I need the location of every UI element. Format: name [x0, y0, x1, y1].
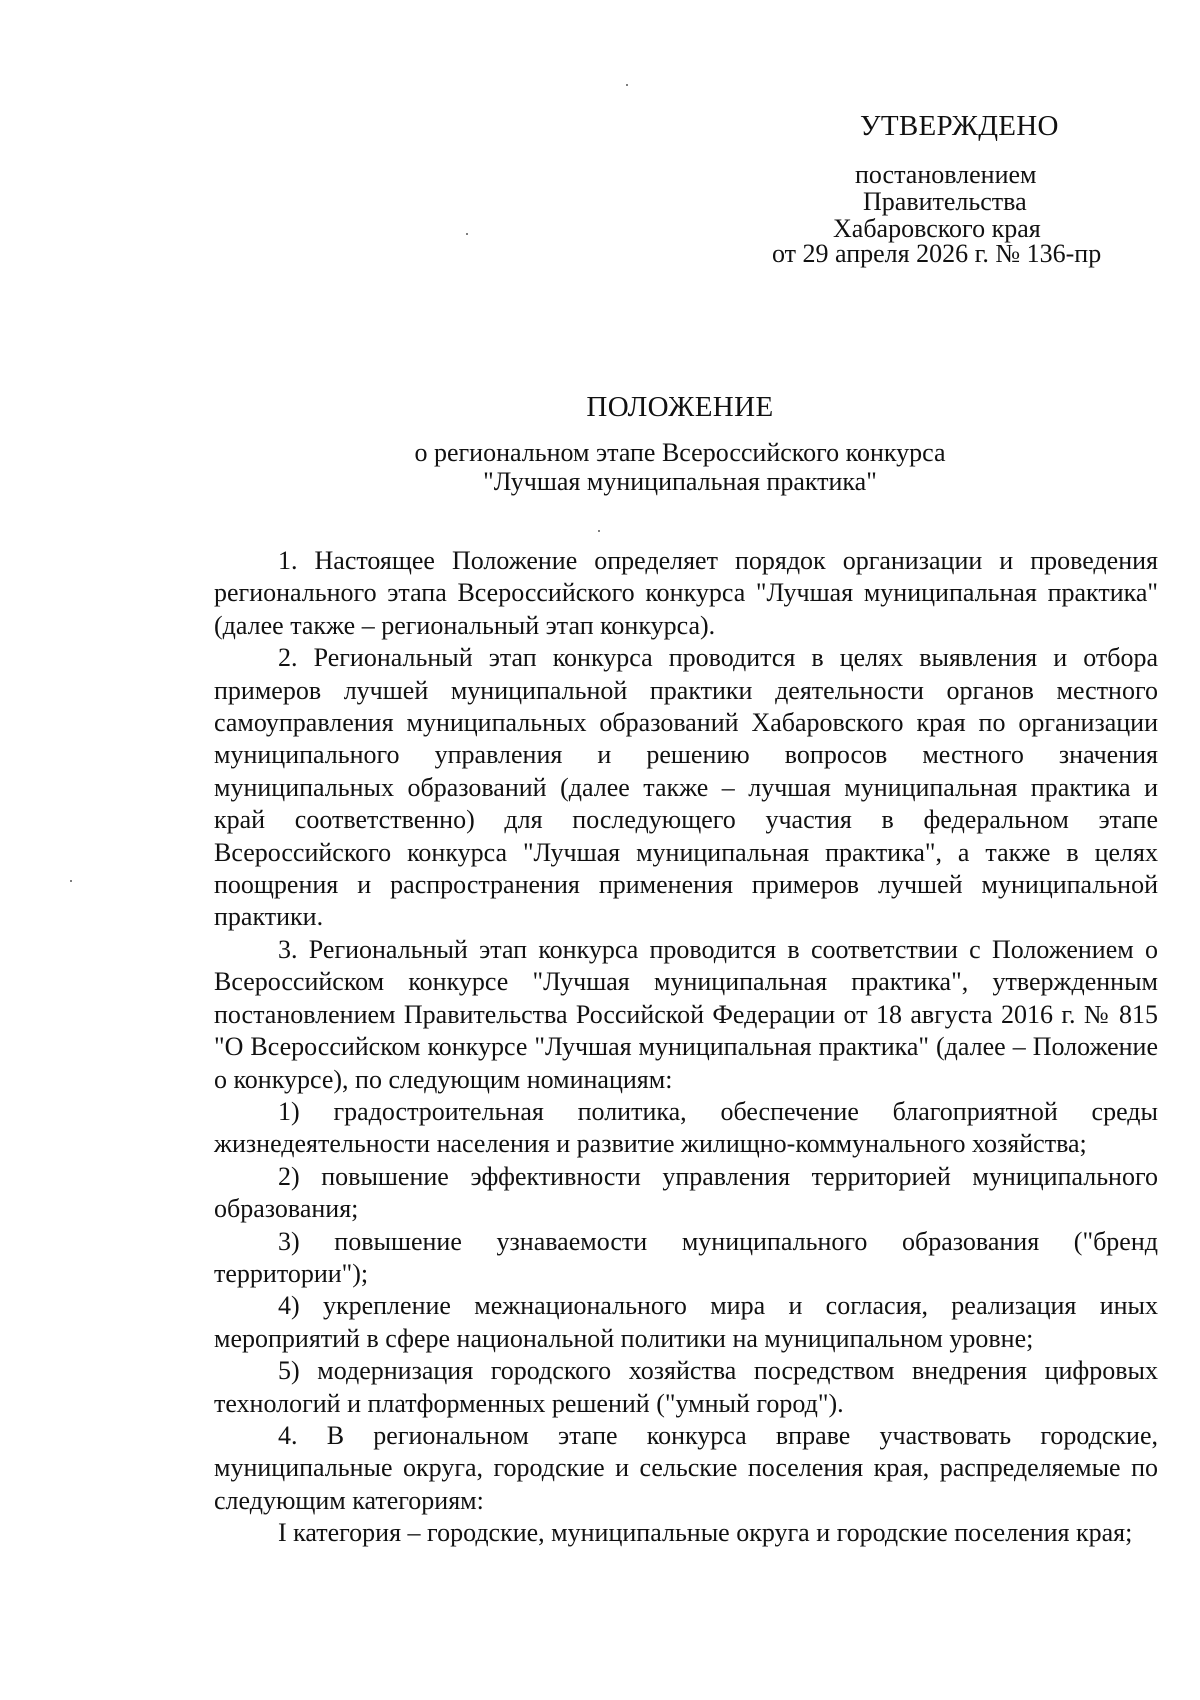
approval-line-resolution: постановлением: [855, 160, 1037, 189]
document-subtitle-line-2: "Лучшая муниципальная практика": [483, 466, 877, 496]
nomination-item-5: 5) модернизация городского хозяйства посредством внедрения цифровых технологий и платформенных решений ("умный город").: [214, 1356, 1158, 1418]
document-heading: [0, 392, 1200, 496]
nomination-item-2: 2) повышение эффективности управления территорией муниципального образования;: [214, 1161, 1158, 1224]
approval-line-region: Хабаровского края: [833, 214, 1041, 243]
paragraph-1: 1. Настоящее Положение определяет порядок организации и проведения регионального этапа Всероссийского конкурса "Лучшая муниципальная практика" (далее также – региональный этап конкурса).: [214, 546, 1158, 640]
document-body: [214, 545, 1158, 1550]
scan-speck: [70, 880, 72, 882]
approval-line-date-number: от 29 апреля 2026 г. № 136-пр: [772, 239, 1102, 268]
scan-speck: [466, 233, 468, 235]
scan-speck: [626, 84, 628, 86]
scan-speck: [598, 530, 600, 532]
nomination-item-1: 1) градостроительная политика, обеспечение благоприятной среды жизнедеятельности населения и развитие жилищно-коммунального хозяйства;: [214, 1096, 1158, 1159]
approval-title: УТВЕРЖДЕНО: [860, 110, 1059, 142]
document-subtitle: [0, 438, 1200, 496]
paragraph-4: 4. В региональном этапе конкурса вправе участвовать городские, муниципальные округа, городские и сельские поселения края, распределяемые по следующим категориям:: [214, 1420, 1158, 1515]
nomination-item-4: 4) укрепление межнационального мира и согласия, реализация иных мероприятий в сфере национальной политики на муниципальном уровне;: [214, 1291, 1158, 1353]
document-title: ПОЛОЖЕНИЕ: [586, 391, 774, 423]
paragraph-2: 2. Региональный этап конкурса проводится в целях выявления и отбора примеров лучшей муниципальной практики деятельности органов местного самоуправления муниципальных образований Хабаровского края по организации муниципального управления и решению вопросов местного значения муниципальных образований (далее также – лучшая муниципальная практика и край соответственно) для последующего участия в федеральном этапе Всероссийского конкурса "Лучшая муниципальная практика", а также в целях поощрения и распространения применения примеров лучшей муниципальной практики.: [214, 643, 1158, 932]
nomination-item-3: 3) повышение узнаваемости муниципального образования ("бренд территории");: [214, 1226, 1158, 1288]
document-subtitle-line-1: о региональном этапе Всероссийского конкурса: [414, 437, 946, 467]
paragraph-3: 3. Региональный этап конкурса проводится в соответствии с Положением о Всероссийском конкурсе "Лучшая муниципальная практика", утвержденным постановлением Правительства Российской Федерации от 18 августа 2016 г. № 815 "О Всероссийском конкурсе "Лучшая муниципальная практика" (далее – Положение о конкурсе), по следующим номинациям:: [214, 934, 1158, 1094]
approval-line-government: Правительства: [863, 187, 1027, 216]
category-item-1: I категория – городские, муниципальные округа и городские поселения края;: [278, 1518, 1133, 1548]
